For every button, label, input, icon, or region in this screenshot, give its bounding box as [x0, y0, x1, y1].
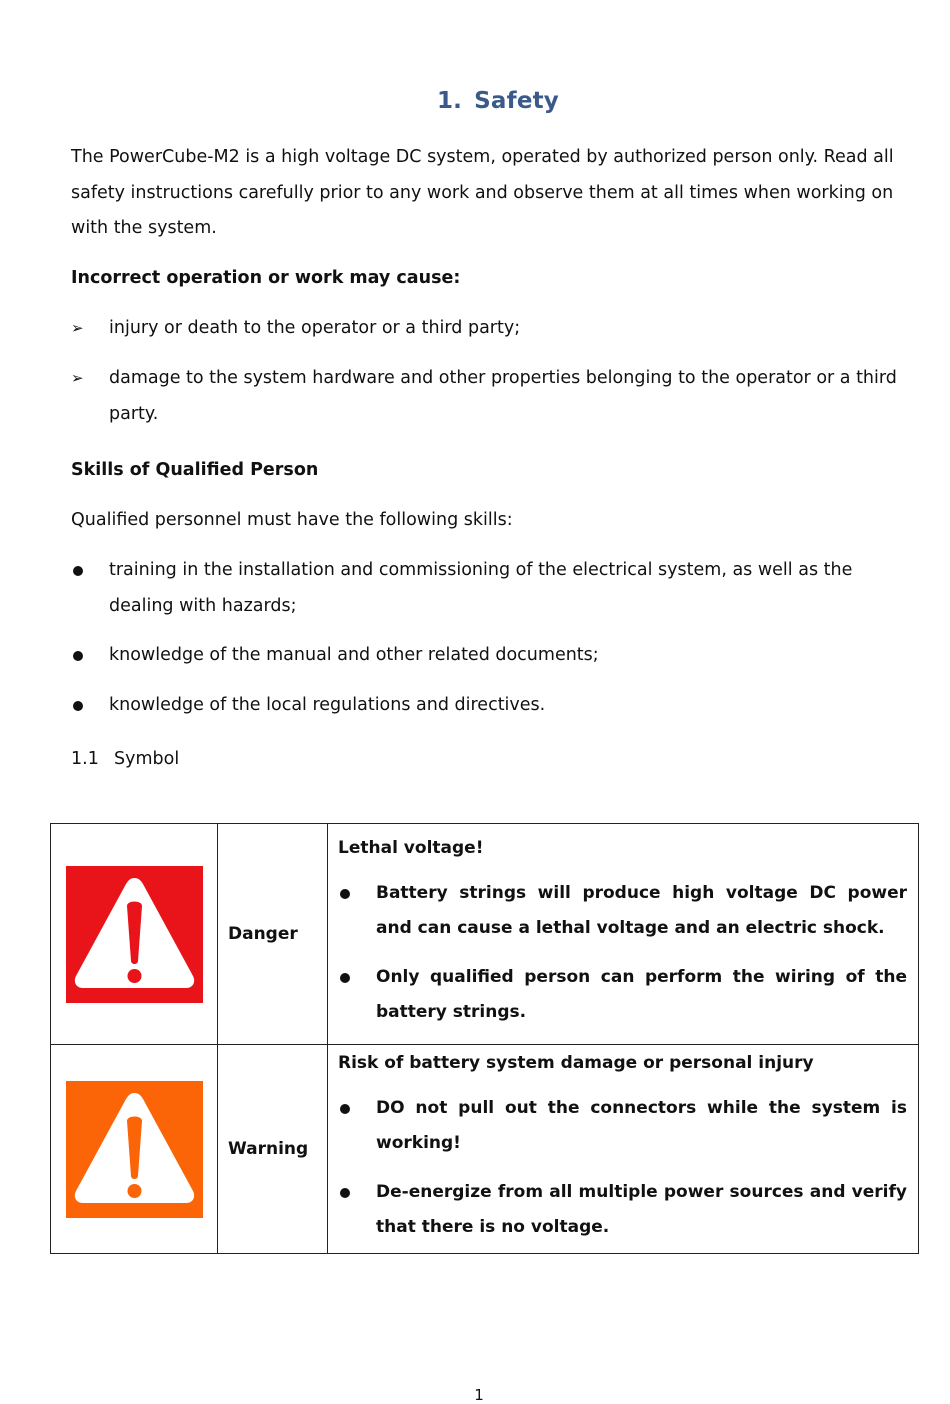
section-title: Safety — [474, 88, 560, 114]
subsection-title: Symbol — [114, 749, 180, 769]
list-item-text: injury or death to the operator or a third party; — [109, 318, 521, 338]
subsection-heading — [71, 742, 179, 777]
warning-triangle-icon — [66, 1081, 203, 1218]
exclamation-dot — [127, 969, 141, 983]
list-item — [71, 638, 921, 674]
list-item-text: Only qualified person can perform the wiring of the battery strings. — [376, 967, 907, 1022]
dot-bullet-icon — [340, 1188, 350, 1198]
list-item — [338, 960, 907, 1030]
symbol-description — [328, 824, 919, 1045]
list-item — [71, 311, 921, 347]
symbol-label: Warning — [218, 1045, 328, 1254]
symbol-table — [50, 823, 919, 1254]
arrow-bullet-icon: ➢ — [71, 319, 84, 337]
symbol-label: Danger — [218, 824, 328, 1045]
list-item — [71, 361, 921, 432]
list-item — [338, 1091, 907, 1161]
list-item-text: training in the installation and commissioning of the electrical system, as well as the dealing with hazards; — [109, 560, 853, 616]
list-item-text: knowledge of the local regulations and directives. — [109, 695, 546, 715]
symbol-heading: Risk of battery system damage or personal injury — [338, 1053, 814, 1073]
list-item-text: knowledge of the manual and other related documents; — [109, 645, 599, 665]
list-item-text: damage to the system hardware and other properties belonging to the operator or a third party. — [109, 368, 897, 424]
dot-bullet-icon — [73, 651, 83, 661]
table-row — [51, 1045, 919, 1254]
list-item-text: Battery strings will produce high voltage DC power and can cause a lethal voltage and an electric shock. — [376, 883, 907, 938]
symbol-description — [328, 1045, 919, 1254]
list-item-text: De-energize from all multiple power sources and verify that there is no voltage. — [376, 1182, 907, 1237]
dot-bullet-icon — [340, 1104, 350, 1114]
list-item-text: DO not pull out the connectors while the system is working! — [376, 1098, 907, 1153]
page-number: 1 — [474, 1386, 484, 1404]
dot-bullet-icon — [73, 566, 83, 576]
danger-warning-triangle-icon — [66, 866, 203, 1003]
skills-intro: Qualified personnel must have the following skills: — [71, 510, 513, 530]
section-number: 1. — [436, 88, 463, 114]
table-row — [51, 824, 919, 1045]
intro-paragraph: The PowerCube-M2 is a high voltage DC system, operated by authorized person only. Read all safety instructions carefully prior to any work and observe them at all times when working on with the system. — [71, 147, 894, 238]
exclamation-dot — [127, 1184, 141, 1198]
dot-bullet-icon — [73, 701, 83, 711]
dot-bullet-icon — [340, 889, 350, 899]
dot-bullet-icon — [340, 973, 350, 983]
skills-heading: Skills of Qualified Person — [71, 460, 319, 480]
arrow-bullet-icon: ➢ — [71, 369, 84, 387]
list-item — [71, 688, 921, 724]
incorrect-operation-heading: Incorrect operation or work may cause: — [71, 268, 461, 288]
icon-cell — [51, 1045, 218, 1254]
list-item — [71, 553, 921, 624]
list-item — [338, 1175, 907, 1245]
symbol-heading: Lethal voltage! — [338, 838, 484, 858]
page-title — [0, 88, 950, 114]
icon-cell — [51, 824, 218, 1045]
subsection-number: 1.1 — [71, 749, 99, 769]
list-item — [338, 876, 907, 946]
